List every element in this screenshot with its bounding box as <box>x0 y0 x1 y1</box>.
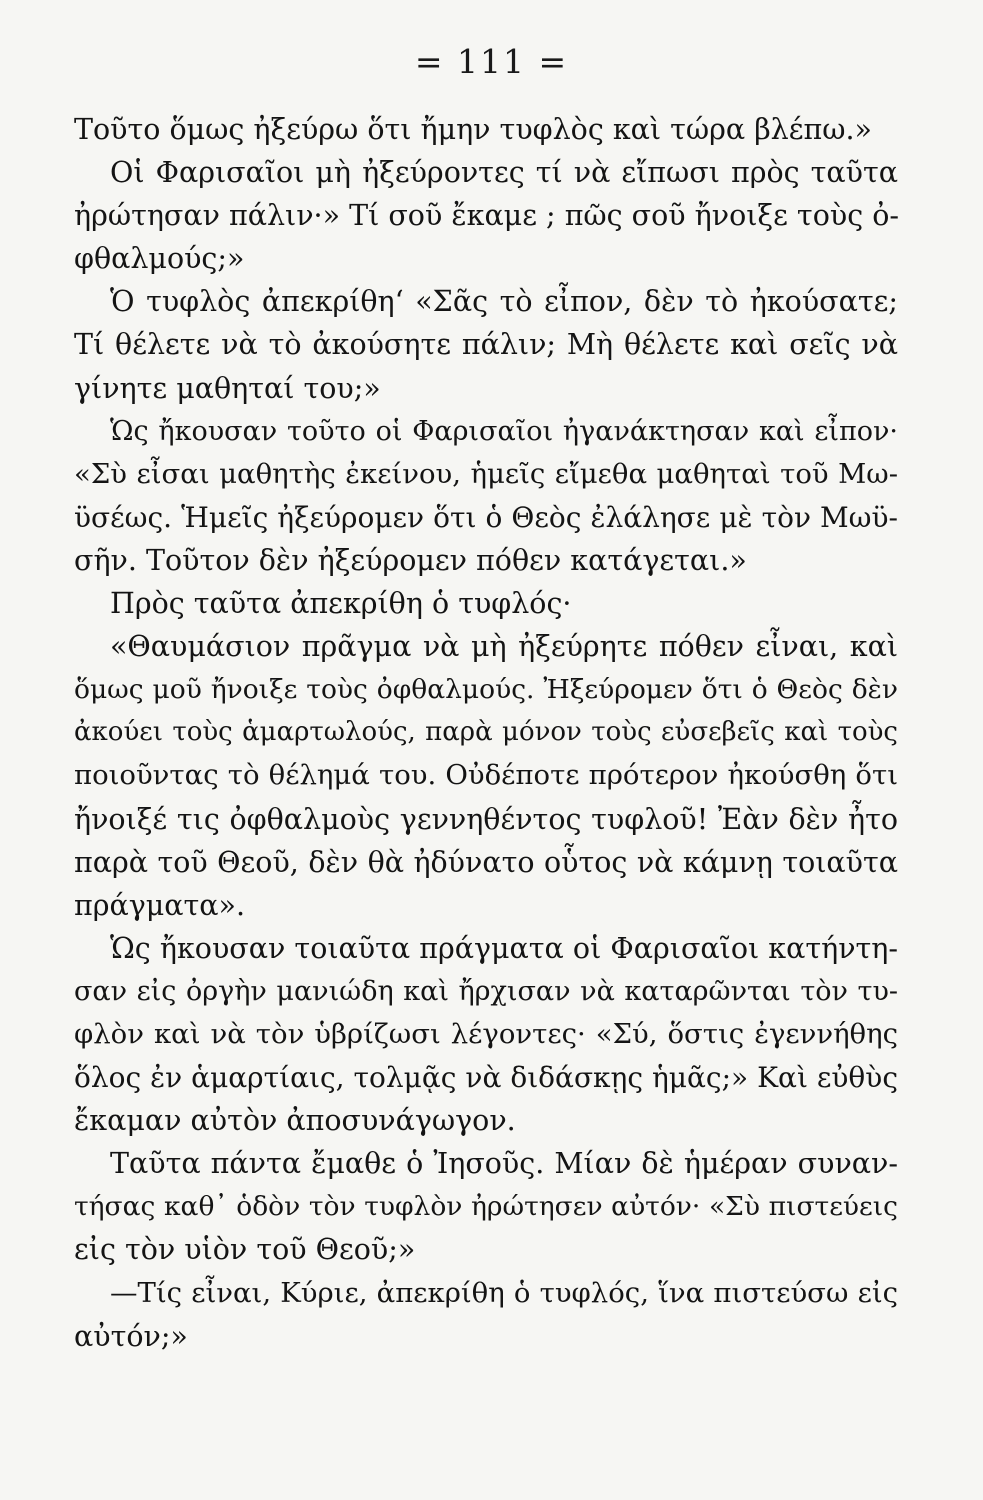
text-line: ὅμως μοῦ ἤνοιξε τοὺς ὀφθαλμούς. Ἠξεύρομεν ὅτι ὁ Θεὸς δὲν <box>74 674 898 706</box>
text-line: Πρὸς ταῦτα ἀπεκρίθη ὁ τυφλός· <box>110 587 572 621</box>
text-line: —Τίς εἶναι, Κύριε, ἀπεκρίθη ὁ τυφλός, ἵνα πιστεύσω εἰς <box>110 1276 898 1309</box>
text-line: σῆν. Τοῦτον δὲν ἠξεύρομεν πόθεν κατάγεται.» <box>74 543 747 577</box>
text-line: αὐτόν;» <box>74 1319 188 1353</box>
text-line: ἀκούει τοὺς ἁμαρτωλούς, παρὰ μόνον τοὺς εὐσεβεῖς καὶ τοὺς <box>74 717 898 748</box>
text-line: φθαλμούς;» <box>74 242 245 276</box>
text-line: Τί θέλετε νὰ τὸ ἀκούσητε πάλιν; Μὴ θέλετε καὶ σεῖς νὰ <box>74 328 898 362</box>
text-line: «Θαυμάσιον πρᾶγμα νὰ μὴ ἠξεύρητε πόθεν εἶναι, καὶ <box>110 630 898 664</box>
text-line: ἠρώτησαν πάλιν·» Τί σοῦ ἔκαμε ; πῶς σοῦ ἤνοιξε τοὺς ὀ- <box>74 199 899 233</box>
text-line: Ὡς ἤκουσαν τοιαῦτα πράγματα οἱ Φαρισαῖοι κατήντη- <box>110 931 898 965</box>
text-line: εἰς τὸν υἱὸν τοῦ Θεοῦ;» <box>74 1233 416 1267</box>
text-line: ϋσέως. Ἡμεῖς ἠξεύρομεν ὅτι ὁ Θεὸς ἐλάλησε μὲ τὸν Μωϋ- <box>74 500 898 534</box>
text-line: ἔκαμαν αὐτὸν ἀποσυνάγωγον. <box>74 1104 516 1138</box>
text-line: «Σὺ εἶσαι μαθητὴς ἐκείνου, ἡμεῖς εἴμεθα μαθηταὶ τοῦ Μω- <box>74 457 898 490</box>
page-number: = 111 = <box>414 42 569 81</box>
text-line: Τοῦτο ὅμως ἠξεύρω ὅτι ἤμην τυφλὸς καὶ τώρα βλέπω.» <box>74 113 872 146</box>
text-line: παρὰ τοῦ Θεοῦ, δὲν θὰ ἠδύνατο οὗτος νὰ κάμνῃ τοιαῦτα <box>74 845 898 879</box>
text-line: ἤνοιξέ τις ὀφθαλμοὺς γεννηθέντος τυφλοῦ! Ἐὰν δὲν ἦτο <box>74 802 898 836</box>
text-line: φλὸν καὶ νὰ τὸν ὑβρίζωσι λέγοντες· «Σύ, ὅστις ἐγεννήθης <box>74 1017 898 1050</box>
text-line: σαν εἰς ὀργὴν μανιώδη καὶ ἤρχισαν νὰ καταρῶνται τὸν τυ- <box>74 975 898 1007</box>
text-line: ὅλος ἐν ἁμαρτίαις, τολμᾷς νὰ διδάσκῃς ἡμᾶς;» Καὶ εὐθὺς <box>74 1061 898 1095</box>
text-line: γίνητε μαθηταί του;» <box>74 371 381 405</box>
text-line: ποιοῦντας τὸ θέλημά του. Οὐδέποτε πρότερον ἠκούσθη ὅτι <box>74 759 898 792</box>
body-text <box>74 108 898 1358</box>
text-line: Ὡς ἤκουσαν τοῦτο οἱ Φαρισαῖοι ἠγανάκτησαν καὶ εἶπον· <box>110 415 898 447</box>
text-line: Οἱ Φαρισαῖοι μὴ ἠξεύροντες τί νὰ εἴπωσι πρὸς ταῦτα <box>110 156 898 190</box>
text-line: πράγματα». <box>74 888 246 922</box>
text-line: τήσας καθ᾿ ὁδὸν τὸν τυφλὸν ἠρώτησεν αὐτόν· «Σὺ πιστεύεις <box>74 1191 898 1223</box>
text-line: Ταῦτα πάντα ἔμαθε ὁ Ἰησοῦς. Μίαν δὲ ἡμέραν συναν- <box>110 1147 898 1181</box>
text-line: Ὁ τυφλὸς ἀπεκρίθη‘ «Σᾶς τὸ εἶπον, δὲν τὸ ἠκούσατε; <box>110 285 898 319</box>
